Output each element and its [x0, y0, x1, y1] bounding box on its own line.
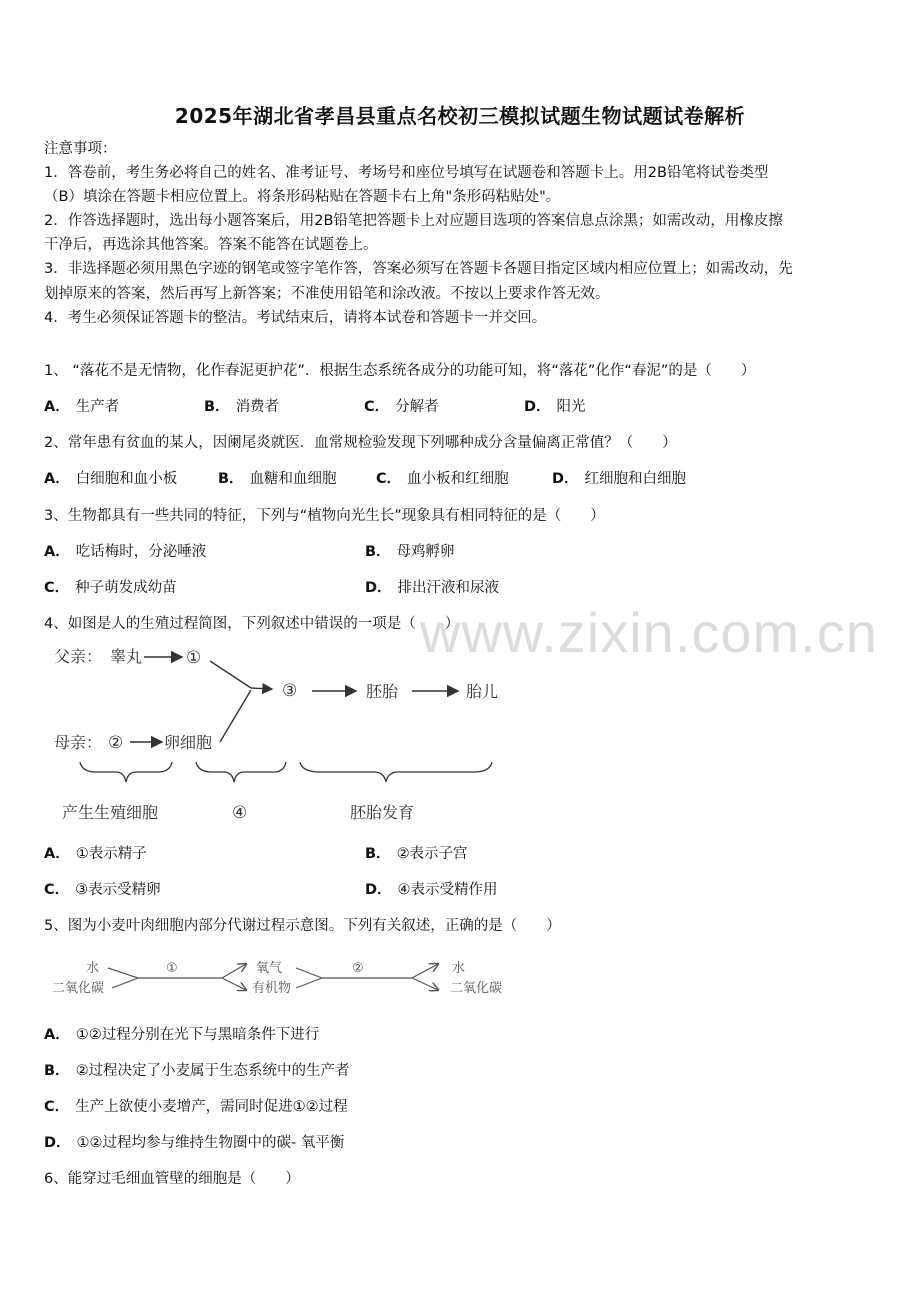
option-c: C． 种子萌发成幼苗 — [44, 580, 177, 596]
watermark: www.zixin.com.cn — [420, 601, 878, 664]
co2-left: 二氧化碳 — [52, 981, 105, 996]
option-a: A． 生产者 — [44, 399, 120, 415]
page-title: 2025年湖北省孝昌县重点名校初三模拟试题生物试题试卷解析 — [174, 104, 746, 128]
option-d: D． ①②过程均参与维持生物圈中的碳- 氧平衡 — [44, 1135, 345, 1151]
num-1: ① — [186, 648, 202, 668]
option-a: A． 白细胞和血小板 — [44, 471, 178, 487]
option-b: B． ②表示子宫 — [365, 846, 468, 862]
notes-line: （B）填涂在答题卡相应位置上。将条形码粘贴在答题卡右上角"条形码粘贴处"。 — [44, 189, 561, 205]
notes-line: 划掉原来的答案，然后再写上新答案；不准使用铅笔和涂改液。不按以上要求作答无效。 — [44, 286, 610, 302]
option-c: C． 生产上欲使小麦增产，需同时促进①②过程 — [44, 1099, 348, 1115]
option-c: C． 分解者 — [364, 399, 439, 415]
option-d: D． ④表示受精作用 — [365, 882, 498, 898]
embryo-label: 胚胎 — [366, 682, 399, 701]
notes-line: 3．非选择题必须用黑色字迹的钢笔或签字笔作答，答案必须写在答题卡各题目指定区域内相应位置上；如需改动，先 — [44, 261, 793, 277]
notes-line: 1．答卷前，考生务必将自己的姓名、准考证号、考场号和座位号填写在试题卷和答题卡上。用2B铅笔将试卷类型 — [44, 165, 769, 181]
option-c: C． ③表示受精卵 — [44, 882, 161, 898]
option-b: B． 消费者 — [204, 399, 280, 415]
notes-heading: 注意事项： — [44, 141, 117, 157]
mother-label: 母亲： — [54, 733, 103, 752]
oxygen-label: 氧气 — [256, 961, 283, 976]
question-stem: 1、 “落花不是无情物，化作春泥更护花”．根据生态系统各成分的功能可知，将“落花”化作“春泥”的是（ ） — [44, 363, 756, 379]
option-a: A． 吃话梅时，分泌唾液 — [44, 544, 207, 560]
question-stem: 5、图为小麦叶肉细胞内部分代谢过程示意图。下列有关叙述，正确的是（ ） — [44, 918, 561, 934]
organic-label: 有机物 — [252, 981, 292, 996]
option-d: D． 红细胞和白细胞 — [552, 471, 687, 487]
reproduction-diagram — [44, 640, 514, 830]
brace-label-3: 胚胎发育 — [350, 803, 415, 822]
option-d: D． 排出汗液和尿液 — [365, 580, 500, 596]
metabolism-diagram — [50, 952, 520, 1002]
option-c: C． 血小板和红细胞 — [376, 471, 509, 487]
co2-right: 二氧化碳 — [450, 981, 503, 996]
option-b: B． 母鸡孵卵 — [365, 544, 455, 560]
option-a: A． ①表示精子 — [44, 846, 147, 862]
notes-line: 干净后，再选涂其他答案。答案不能答在试题卷上。 — [44, 237, 378, 253]
egg-label: 卵细胞 — [164, 733, 213, 752]
brace-label-1: 产生生殖细胞 — [62, 803, 159, 822]
notes-line: 2．作答选择题时，选出每小题答案后，用2B铅笔把答题卡上对应题目选项的答案信息点涂黑；如需改动，用橡皮擦 — [44, 213, 783, 229]
brace-1 — [80, 762, 172, 782]
father-label: 父亲： — [54, 647, 103, 666]
question-stem: 3、生物都具有一些共同的特征，下列与“植物向光生长”现象具有相同特征的是（ ） — [44, 508, 605, 524]
option-a: A． ①②过程分别在光下与黑暗条件下进行 — [44, 1027, 320, 1043]
notes-line: 4．考生必须保证答题卡的整洁。考试结束后，请将本试卷和答题卡一并交回。 — [44, 310, 547, 326]
option-b: B． 血糖和血细胞 — [218, 471, 337, 487]
testis-label: 睾丸 — [110, 647, 143, 666]
brace-3 — [300, 762, 492, 782]
brace-label-4: ④ — [232, 803, 248, 823]
brace-2 — [196, 762, 286, 782]
num-3: ③ — [282, 681, 298, 701]
num-2: ② — [108, 733, 124, 753]
option-d: D． 阳光 — [524, 399, 586, 415]
question-stem: 6、能穿过毛细血管壁的细胞是（ ） — [44, 1171, 300, 1187]
water-right: 水 — [452, 961, 466, 976]
question-stem: 2、常年患有贫血的某人，因阑尾炎就医．血常规检验发现下列哪种成分含量偏离正常值？（ ） — [44, 435, 677, 451]
question-stem: 4、如图是人的生殖过程简图，下列叙述中错误的一项是（ ） — [44, 616, 460, 632]
process-1: ① — [166, 961, 178, 976]
water-left: 水 — [86, 961, 100, 976]
option-b: B． ②过程决定了小麦属于生态系统中的生产者 — [44, 1063, 350, 1079]
fetus-label: 胎儿 — [466, 682, 499, 701]
process-2: ② — [352, 961, 364, 976]
